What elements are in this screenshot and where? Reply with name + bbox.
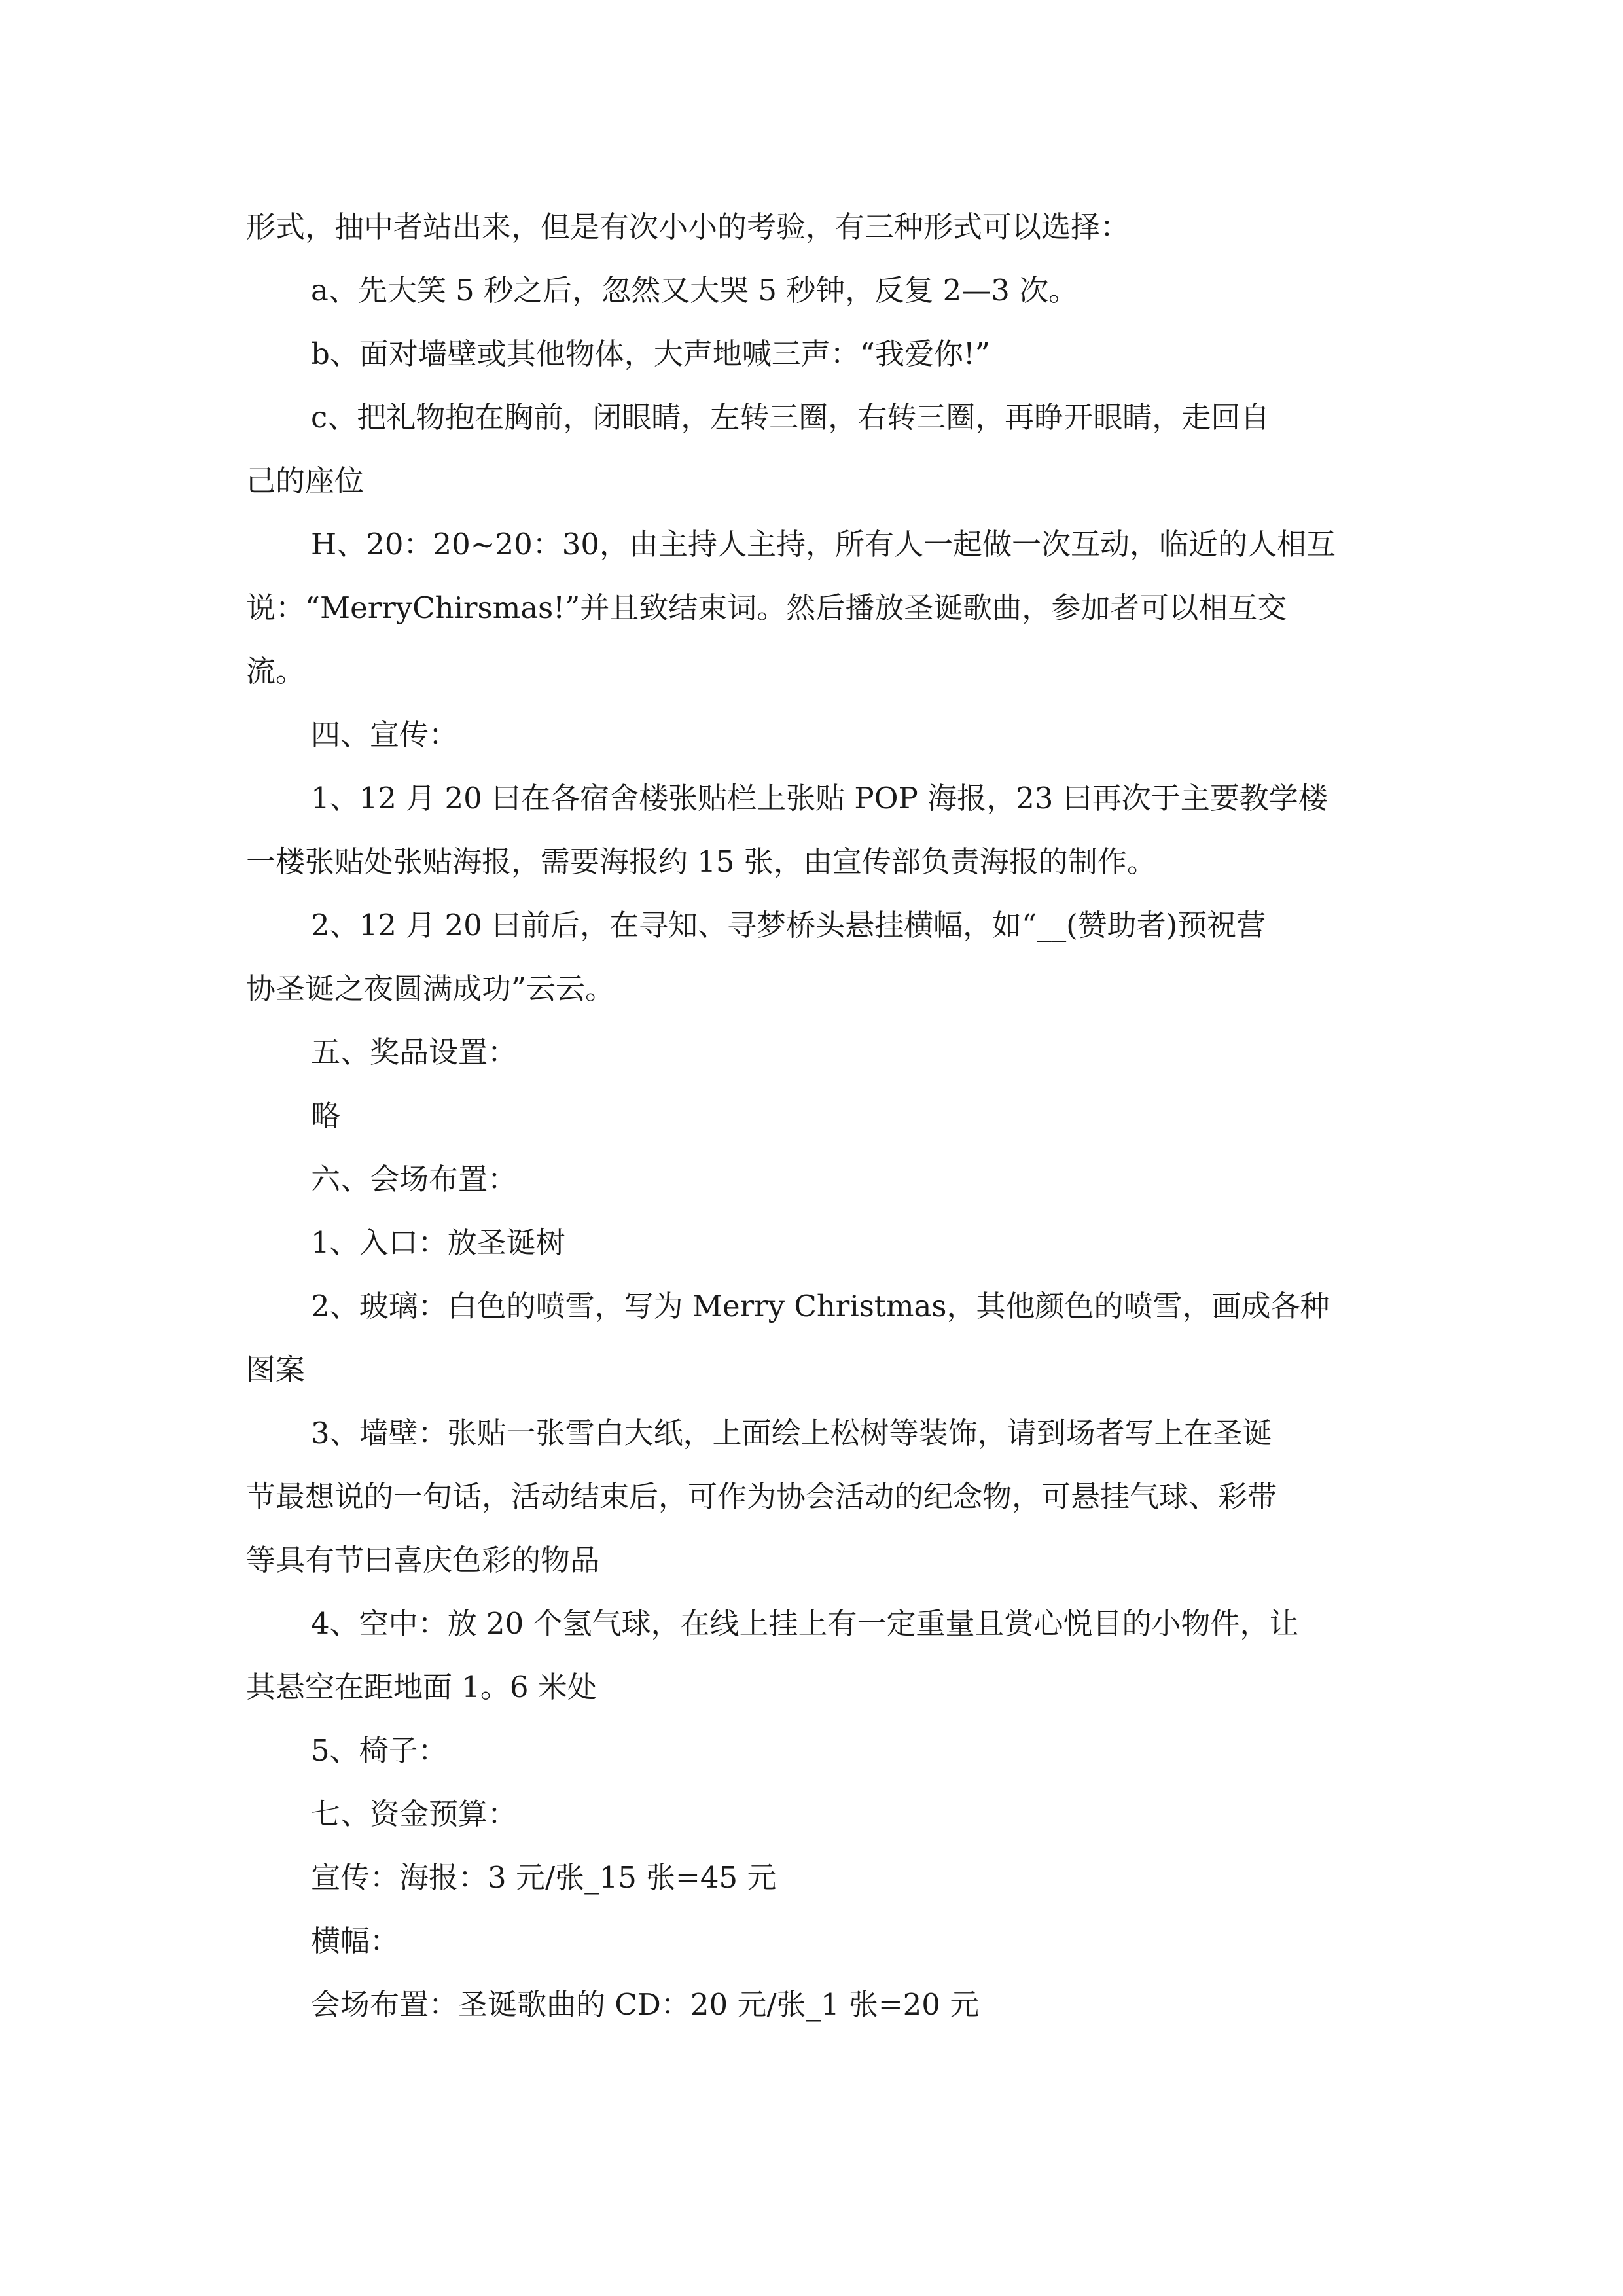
text-line: 会场布置：圣诞歌曲的 CD：20 元/张_1 张=20 元 xyxy=(311,1987,980,2022)
text-line: a、先大笑 5 秒之后，忽然又大哭 5 秒钟，反复 2—3 次。 xyxy=(311,273,1079,308)
text-line: 形式，抽中者站出来，但是有次小小的考验，有三种形式可以选择： xyxy=(246,209,1130,244)
text-line: H、20：20~20：30，由主持人主持，所有人一起做一次互动，临近的人相互 xyxy=(311,527,1336,562)
document-body xyxy=(246,195,1378,2036)
text-line: 5、椅子： xyxy=(311,1733,448,1768)
text-line: 一楼张贴处张贴海报，需要海报约 15 张，由宣传部负责海报的制作。 xyxy=(246,844,1156,879)
section-heading: 六、会场布置： xyxy=(311,1162,518,1196)
text-line: 1、12 月 20 曰在各宿舍楼张贴栏上张贴 POP 海报，23 曰再次于主要教学楼 xyxy=(311,781,1328,816)
text-line: 3、墙壁：张贴一张雪白大纸，上面绘上松树等装饰，请到场者写上在圣诞 xyxy=(311,1416,1272,1450)
text-line: b、面对墙壁或其他物体，大声地喊三声：“我爱你!” xyxy=(311,336,990,371)
text-line: 1、入口：放圣诞树 xyxy=(311,1225,565,1260)
text-line: 4、空中：放 20 个氢气球，在线上挂上有一定重量且赏心悦目的小物件，让 xyxy=(311,1606,1299,1641)
text-line: 己的座位 xyxy=(246,463,365,498)
text-line: 说：“MerryChirsmas!”并且致结束词。然后播放圣诞歌曲，参加者可以相互交 xyxy=(246,590,1287,625)
text-line: 图案 xyxy=(246,1352,306,1387)
section-heading: 七、资金预算： xyxy=(311,1797,518,1831)
text-line: 横幅： xyxy=(311,1924,400,1958)
text-line: 等具有节曰喜庆色彩的物品 xyxy=(246,1543,600,1577)
text-line: c、把礼物抱在胸前，闭眼睛，左转三圈，右转三圈，再睁开眼睛，走回自 xyxy=(311,400,1270,435)
text-line: 其悬空在距地面 1。6 米处 xyxy=(246,1670,597,1704)
section-heading: 四、宣传： xyxy=(311,717,459,752)
section-heading: 五、奖品设置： xyxy=(311,1035,518,1069)
text-line: 2、12 月 20 曰前后，在寻知、寻梦桥头悬挂横幅，如“__(赞助者)预祝营 xyxy=(311,908,1266,942)
text-line: 略 xyxy=(311,1098,341,1133)
text-line: 协圣诞之夜圆满成功”云云。 xyxy=(246,971,615,1006)
text-line: 节最想说的一句话，活动结束后，可作为协会活动的纪念物，可悬挂气球、彩带 xyxy=(246,1479,1277,1514)
text-line: 2、玻璃：白色的喷雪，写为 Merry Christmas，其他颜色的喷雪，画成各种 xyxy=(311,1289,1330,1323)
text-line: 宣传：海报：3 元/张_15 张=45 元 xyxy=(311,1860,777,1895)
text-line: 流。 xyxy=(246,654,306,689)
